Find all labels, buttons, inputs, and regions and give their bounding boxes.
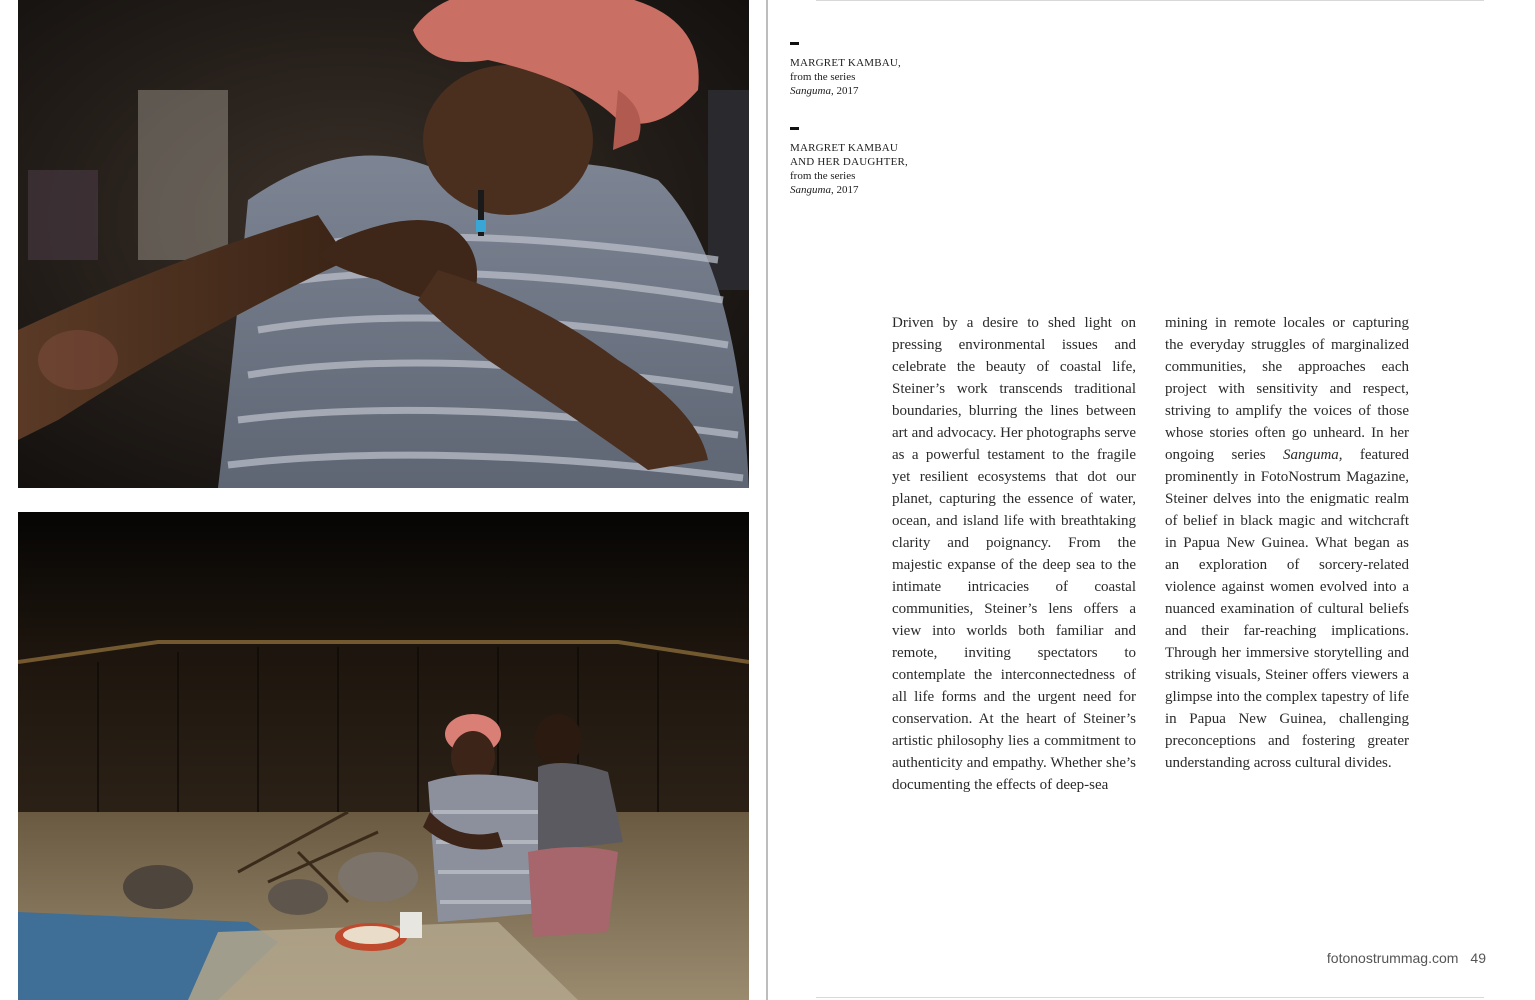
article-text-part-1: mining in remote locales or capturing the everyday struggles of marginalized communities, she approaches each project with sensitivity and respect, striving to amplify the voices of those whose stories often go unheard. In her ongoing series (1165, 315, 1409, 463)
photo-margret-kambau-and-daughter-illustration (18, 512, 749, 1000)
caption-subject-line-2: AND HER DAUGHTER, (790, 156, 908, 168)
photo-margret-kambau-illustration (18, 0, 749, 488)
caption-series-title: Sanguma (790, 85, 831, 97)
footer-website: fotonostrummag.com (1326, 950, 1459, 966)
caption-subject: MARGRET KAMBAU, (790, 57, 901, 69)
article-paragraph-1: Driven by a desire to shed light on pressing environmental issues and celebrate the beauty of coastal life, Steiner’s work transcends traditional boundaries, blurring the lines between art and advocacy. Her photographs serve as a powerful testament to the fragile yet resilient ecosystems that dot our planet, capturing the essence of water, ocean, and island life with breathtaking clarity and poignancy. From the majestic expanse of the deep sea to the intimate intricacies of coastal communities, Steiner’s lens offers a view into worlds both familiar and remote, inviting spectators to contemplate the interconnectedness of all life forms and the urgent need for conservation. At the heart of Steiner’s artistic philosophy lies a commitment to authenticity and empathy. Whether she’s documenting the effects of deep-sea (892, 315, 1136, 793)
bottom-rule (816, 997, 1484, 998)
photo-margret-kambau-and-daughter (18, 512, 749, 1000)
photo-margret-kambau (18, 0, 749, 488)
page-footer (1327, 950, 1486, 966)
article-column-2 (1165, 312, 1409, 774)
left-page (0, 0, 766, 1000)
caption-series-label: from the series (790, 170, 856, 182)
article-text-part-2: featured prominently in FotoNostrum Magazine, Steiner delves into the enigmatic realm of belief in black magic and witchcraft in Papua New Guinea. What began as an exploration of sorcery-related violence against women evolved into a nuanced examination of cultural beliefs and their far-reaching implications. Through her immersive storytelling and striking visuals, Steiner offers viewers a glimpse into the complex tapestry of life in Papua New Guinea, challenging preconceptions and fostering greater understanding across cultural divides. (1165, 447, 1409, 771)
top-rule (816, 0, 1484, 1)
caption-bottom-photo (790, 127, 1010, 197)
caption-top-photo (790, 42, 1010, 98)
right-page (768, 0, 1535, 1000)
caption-dash (790, 127, 799, 130)
caption-year: , 2017 (830, 85, 859, 97)
caption-title-line (790, 184, 858, 196)
caption-series-label: from the series (790, 71, 856, 83)
article-paragraph-2 (1165, 312, 1409, 774)
caption-dash (790, 42, 799, 45)
caption-series-title: Sanguma (790, 184, 831, 196)
article-series-name: Sanguma, (1282, 447, 1343, 463)
caption-title-line (790, 85, 858, 97)
caption-year: , 2017 (830, 184, 859, 196)
caption-subject: MARGRET KAMBAU (790, 142, 899, 154)
page-number: 49 (1470, 950, 1486, 966)
article-column-1 (892, 312, 1136, 796)
